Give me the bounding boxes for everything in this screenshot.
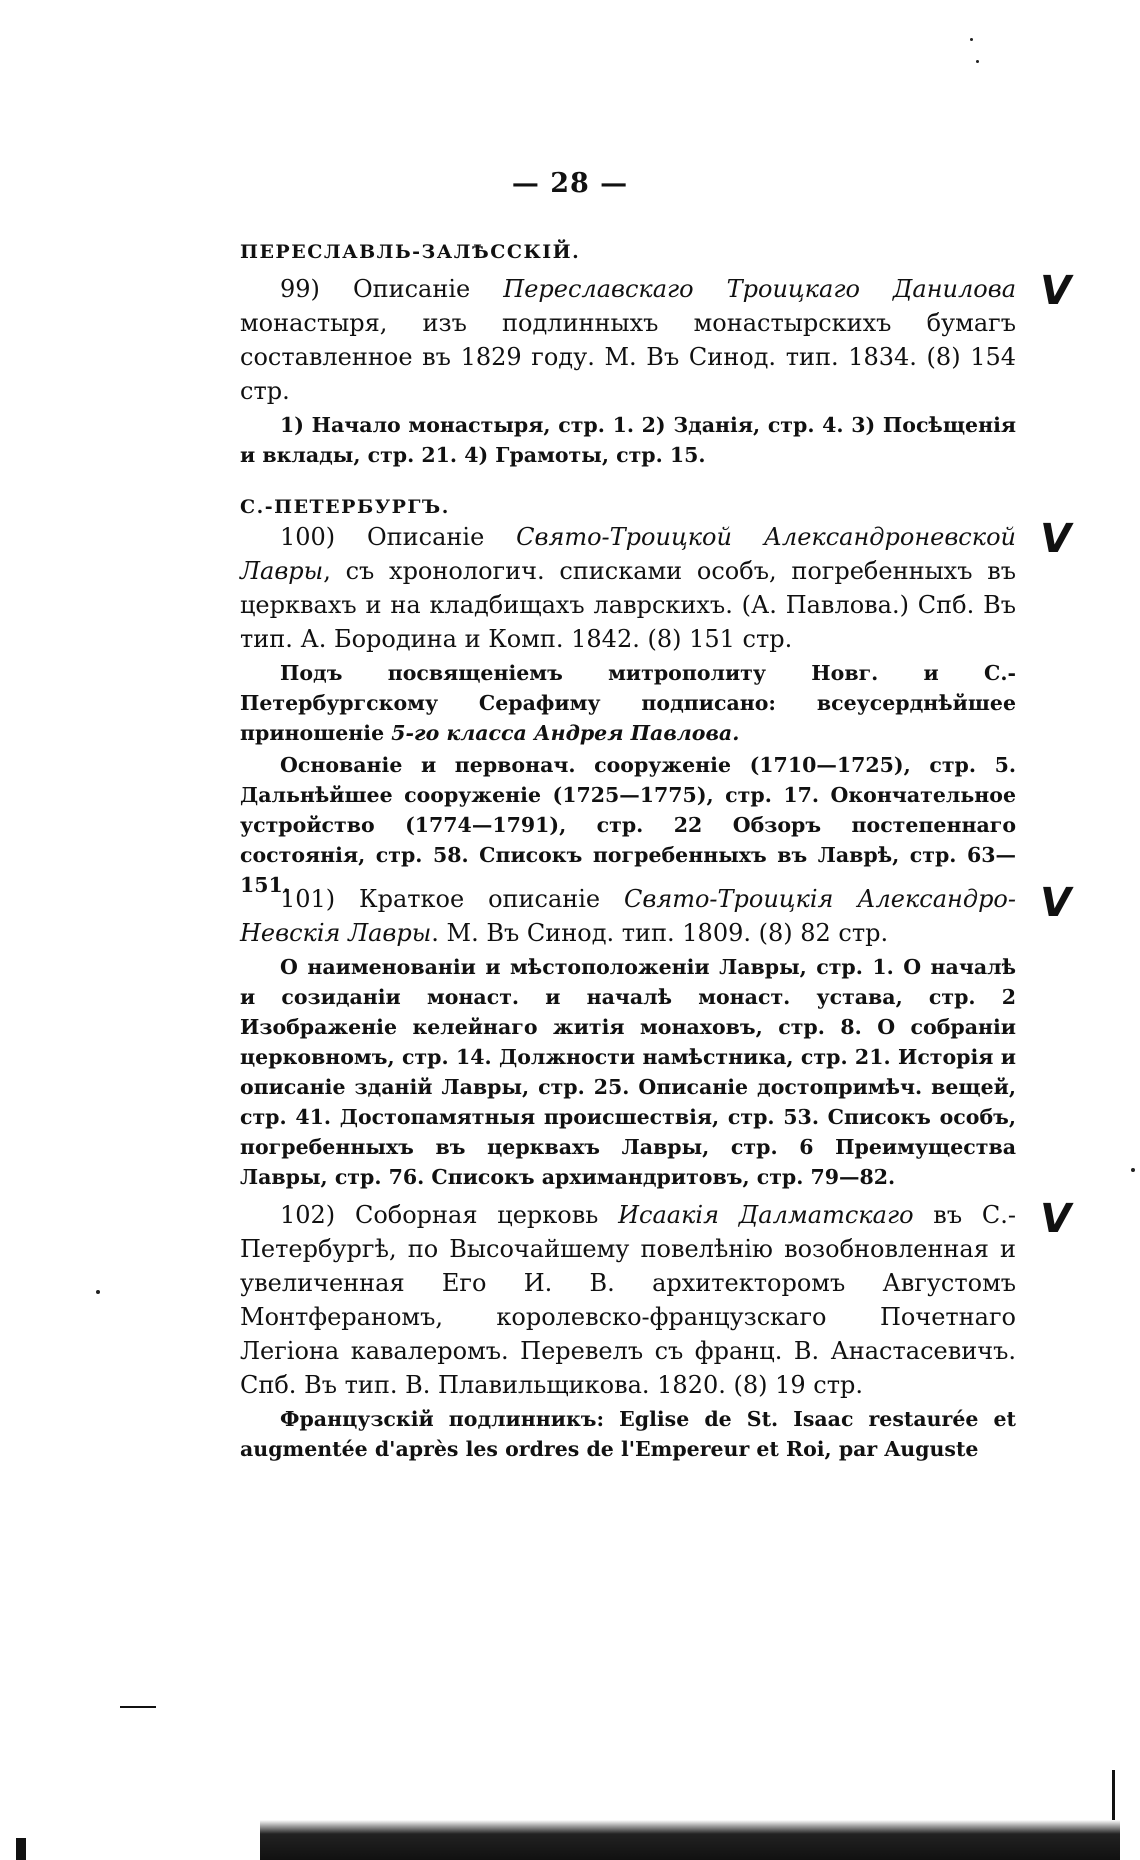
entry-text (240, 272, 1016, 408)
catalog-entry-101 (240, 882, 1016, 1192)
entry-text (240, 520, 1016, 656)
entry-text (240, 882, 1016, 950)
check-mark-102: V (1035, 1196, 1076, 1242)
entry-rest: монастыря, изъ подлинныхъ монастырскихъ бумагъ составленное въ 1829 году. М. Въ Синод. тип. 1834. (8) 154 стр. (240, 309, 1016, 405)
entry-number: 101) (280, 885, 336, 913)
entry-title: Исаакія Далматскаго (618, 1201, 914, 1229)
check-mark-100: V (1035, 516, 1076, 562)
entry-note: Французскій подлинникъ: Eglise de St. Isaac restaurée et augmentée d'après les ordres de l'Empereur et Roi, par Auguste (240, 1407, 1016, 1461)
catalog-entry-100 (240, 520, 1016, 900)
catalog-entry-102 (240, 1198, 1016, 1464)
entry-note: 1) Начало монастыря, стр. 1. 2) Зданія, стр. 4. 3) Посѣщенія и вклады, стр. 21. 4) Грамоты, стр. 15. (240, 413, 1016, 467)
entry-number: 99) (280, 275, 320, 303)
entry-rest: , съ хронологич. списками особъ, погребенныхъ въ церквахъ и на кладбищахъ лаврскихъ. (А. Павлова.) Спб. Въ тип. А. Бородина и Комп. 1842. (8) 151 стр. (240, 557, 1016, 653)
entry-contents-note: Основаніе и первонач. сооруженіе (1710—1725), стр. 5. Дальнѣйшее сооруженіе (1725—1775), стр. 17. Окончательное устройство (1774—1791), стр. 22 Обзоръ постепеннаго состоянія, стр. 58. Списокъ погребенныхъ въ Лаврѣ, стр. 63—151. (240, 753, 1016, 897)
entry-title: Переславскаго Троицкаго Данилова (503, 275, 1017, 303)
scan-mark (1112, 1770, 1115, 1820)
entry-rest: въ С.-Петербургѣ, по Высочайшему повелѣнію возобновленная и увеличенная Его И. В. архитекторомъ Августомъ Монтфераномъ, королевско-французскаго Почетнаго Легіона кавалеромъ. Перевелъ съ франц. В. Анастасевичъ. Спб. Въ тип. В. Плавильщикова. 1820. (8) 19 стр. (240, 1201, 1016, 1399)
dedication-text: Подъ посвященіемъ митрополиту Новг. и С.-Петербургскому Серафиму подписано: всеусерднѣйшее приношеніе (240, 661, 1016, 745)
scan-speck (970, 38, 973, 41)
scan-speck (96, 1290, 100, 1294)
entry-rest: . М. Въ Синод. тип. 1809. (8) 82 стр. (431, 919, 889, 947)
scan-speck (1131, 1168, 1135, 1172)
catalog-entry-99 (240, 272, 1016, 470)
entry-number: 100) (280, 523, 336, 551)
entry-title: Свято-Троицкія Александро-Невскія Лавры (240, 885, 1016, 947)
section-heading-pereslavl: ПЕРЕСЛАВЛЬ-ЗАЛѢССКІЙ. (240, 241, 581, 263)
entry-lead: Краткое описаніе (359, 885, 624, 913)
section-heading-spb: С.-ПЕТЕРБУРГЪ. (240, 496, 450, 518)
scan-mark (120, 1706, 156, 1708)
check-mark-99: V (1035, 268, 1076, 314)
scan-speck (976, 60, 979, 63)
entry-note: О наименованіи и мѣстоположеніи Лавры, стр. 1. О началѣ и созиданіи монаст. и началѣ монаст. устава, стр. 2 Изображеніе келейнаго житія монаховъ, стр. 8. О собраніи церковномъ, стр. 14. Должности намѣстника, стр. 21. Исторія и описаніе зданій Лавры, стр. 25. Описаніе достопримѣч. вещей, стр. 41. Достопамятныя происшествія, стр. 53. Списокъ особъ, погребенныхъ въ церквахъ Лавры, стр. 6 Преимущества Лавры, стр. 76. Списокъ архимандритовъ, стр. 79—82. (240, 955, 1016, 1189)
entry-dedication-note (240, 658, 1016, 748)
scan-mark (16, 1838, 26, 1860)
entry-lead: Описаніе (367, 523, 517, 551)
entry-lead: Описаніе (352, 275, 504, 303)
entry-title: Свято-Троицкой Александроневской Лавры (240, 523, 1016, 585)
entry-number: 102) (280, 1201, 336, 1229)
entry-text (240, 1198, 1016, 1402)
dedication-signature: 5-го класса Андрея Павлова. (391, 721, 740, 745)
page-number: — 28 — (511, 168, 629, 199)
check-mark-101: V (1035, 880, 1076, 926)
scan-bottom-edge (260, 1820, 1120, 1860)
entry-lead: Соборная церковь (354, 1201, 619, 1229)
